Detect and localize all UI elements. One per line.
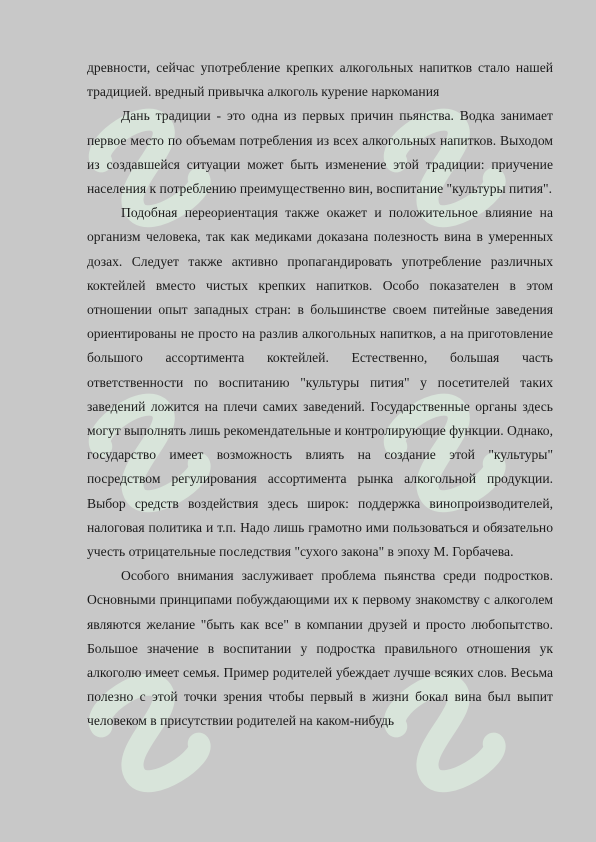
paragraph: Особого внимания заслуживает проблема пьянства среди подростков. Основными принципами побуждающими их к первому знакомству с алкоголем являются желание "быть как все" в компании друзей и просто любопытство. Большое значение в воспитании у подростка правильного отношения ук алкоголю имеет семья. Пример родителей убеждает лучше всяких слов. Весьма полезно с этой точки зрения чтобы первый в жизни бокал вина был выпит человеком в присутствии родителей на каком-нибудь <box>87 568 553 729</box>
document-body <box>87 56 553 734</box>
paragraph: Дань традиции - это одна из первых причин пьянства. Водка занимает первое место по объемам потребления из всех алкогольных напитков. Выходом из создавшейся ситуации может быть изменение этой традиции: приучение населения к потреблению преимущественно вин, воспитание "культуры пития". <box>87 108 553 197</box>
paragraph: древности, сейчас употребление крепких алкогольных напитков стало нашей традицией. вредный привычка алкоголь курение наркомания <box>87 60 553 100</box>
paragraph: Подобная переориентация также окажет и положительное влияние на организм человека, так как медиками доказана полезность вина в умеренных дозах. Следует также активно пропагандировать употребление различных коктейлей вместо чистых крепких напитков. Особо показателен в этом отношении опыт западных стран: в большинстве своем питейные заведения ориентированы не просто на разлив алкогольных напитков, а на приготовление большого ассортимента коктейлей. Естественно, большая часть ответственности по воспитанию "культуры пития" у посетителей таких заведений ложится на плечи самих заведений. Государственные органы здесь могут выполнять лишь рекомендательные и контролирующие функции. Однако, государство имеет возможность влиять на создание этой "культуры" посредством регулирования ассортимента рынка алкогольной продукции. Выбор средств воздействия здесь широк: поддержка винопроизводителей, налоговая политика и т.п. Надо лишь грамотно ими пользоваться и обязательно учесть отрицательные последствия "сухого закона" в эпоху М. Горбачева. <box>87 205 553 560</box>
